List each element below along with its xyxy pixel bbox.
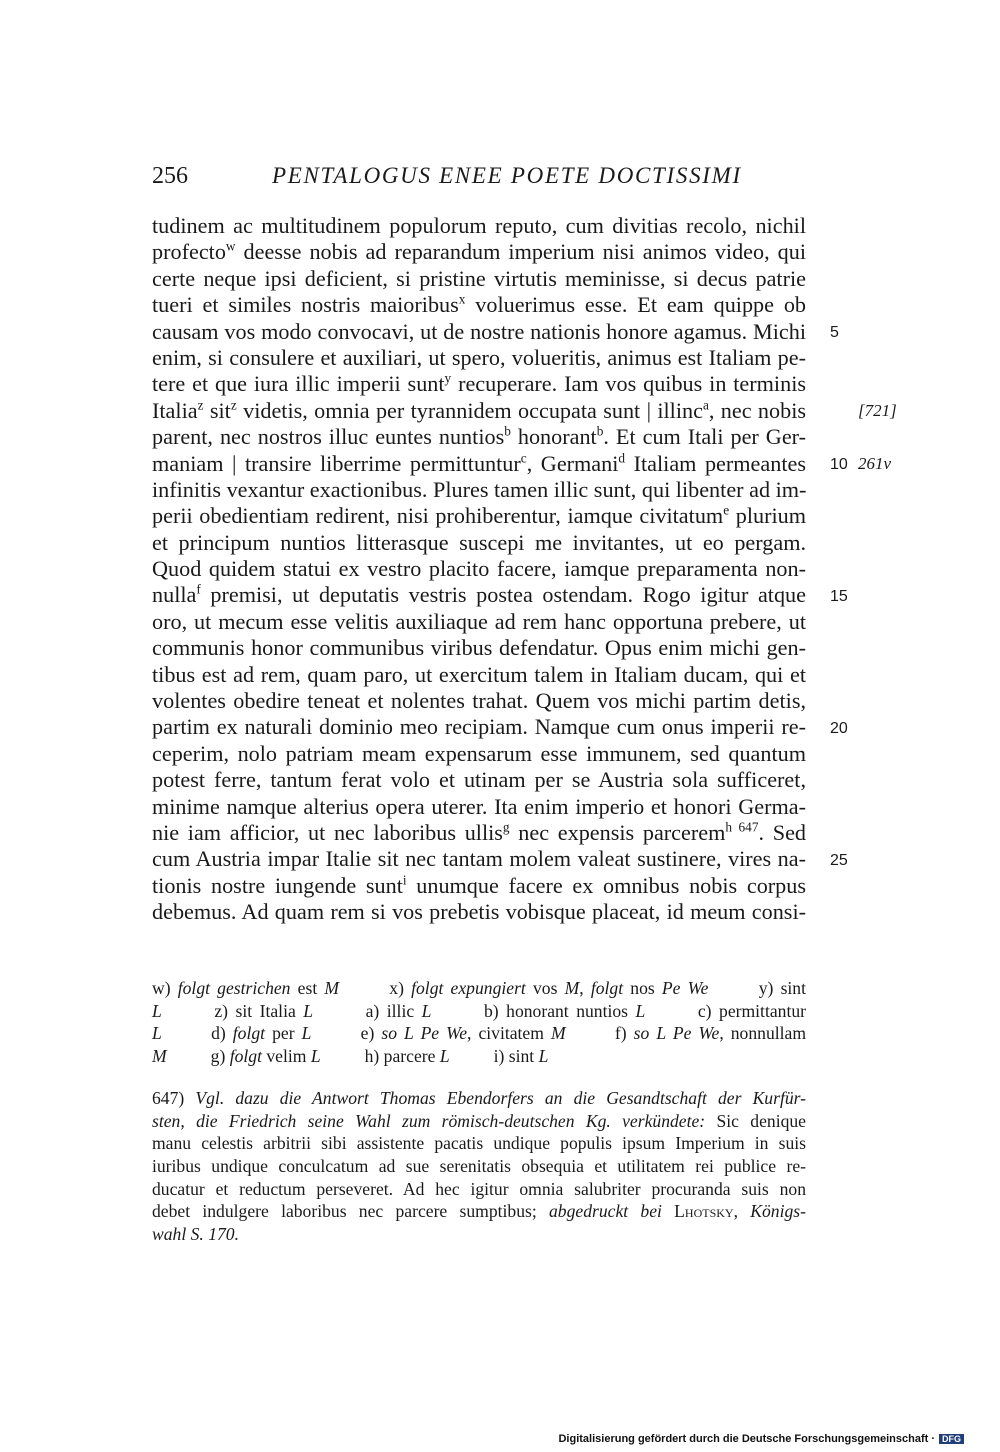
body-text-line-4: tueri et similes nostris maioribus$^x$ voluerimus esse. Et eam quippe ob	[152, 291, 807, 318]
margin-note: 261v	[858, 453, 892, 473]
footnote-647	[152, 1087, 806, 1246]
note-line-4: iuribus undique conculcatum ad sue serenitatis obsequia et utilitatem rei publice re-	[152, 1156, 806, 1177]
line-number-15: 15	[830, 587, 848, 605]
dfg-logo: DFG	[939, 1434, 964, 1444]
running-header	[152, 163, 812, 195]
body-text-line-20: partim ex naturali dominio meo recipiam. Namque cum onus imperii re-	[152, 714, 806, 740]
footer-credit	[558, 1433, 964, 1445]
body-text-line-23: minime namque alterius opera uterer. Ita enim imperio et honori Germa-	[152, 793, 806, 819]
body-text-line-15: nulla$^f$ premisi, ut deputatis vestris postea ostendam. Rogo igitur atque	[152, 582, 806, 608]
body-text-line-9: parent, nec nostros illuc euntes nuntios$^b$ honorant$^b$. Et cum Itali per Ger-	[152, 423, 806, 450]
body-text-line-8: Italia$^z$ sit$^z$ videtis, omnia per tyrannidem occupata sunt | illinc$^a$, nec nobis	[152, 397, 807, 423]
body-text-line-26: tionis nostre iungende sunt$^i$ unumque facere ex omnibus nobis corpus	[152, 872, 806, 898]
body-text-line-17: communis honor communibus viribus defendatur. Opus enim michi gen-	[152, 635, 806, 661]
body-text-line-14: Quod quidem statui ex vestro placito facere, iamque preparamenta non-	[152, 556, 806, 582]
line-number-25: 25	[830, 851, 848, 869]
line-number-20: 20	[830, 719, 848, 737]
line-number-5: 5	[830, 323, 839, 341]
body-text-line-16: oro, ut mecum esse velitis auxiliaque ad rem hanc opportuna prebere, ut	[152, 608, 806, 634]
body-text-line-3: certe neque ipsi deficient, si pristine virtutis meminisse, si decus patrie	[152, 265, 806, 291]
body-text-line-2: profecto$^w$ deesse nobis ad reparandum imperium nisi animos video, qui	[152, 239, 806, 265]
apparatus-line-2: L z) sit Italia L a) illic L b) honorant nuntios L c) permittantur	[152, 1000, 806, 1021]
note-line-6: debet indulgere laboribus nec parcere sumptibus; abgedruckt bei Lhotsky, Königs-	[152, 1201, 806, 1222]
margin-note: [721]	[858, 400, 897, 420]
main-text	[152, 213, 806, 926]
apparatus-line-4: M g) folgt velim L h) parcere L i) sint L	[152, 1046, 549, 1067]
body-text-line-24: nie iam afficior, ut nec laboribus ullis$^g$ nec expensis parcerem$^{h 647}$. Sed	[152, 819, 807, 845]
apparatus-line-3: L d) folgt per L e) so L Pe We, civitatem M f) so L Pe We, nonnullam	[152, 1023, 807, 1044]
body-text-line-6: enim, si consulere et auxiliari, ut spero, volueritis, animus est Italiam pe-	[152, 344, 806, 370]
page-number: 256	[152, 163, 188, 189]
body-text-line-13: et principum nuntios litterasque suscepi me invitantes, ut eo pergam.	[152, 529, 806, 555]
critical-apparatus	[152, 977, 806, 1068]
body-text-line-7: tere et que iura illic imperii sunt$^y$ recuperare. Iam vos quibus in terminis	[152, 370, 806, 397]
line-number-10: 10	[830, 455, 848, 473]
body-text-line-12: perii obedientiam redirent, nisi prohiberentur, iamque civitatum$^e$ plurium	[152, 502, 806, 529]
body-text-line-5: causam vos modo convocavi, ut de nostre nationis honore agamus. Michi	[152, 318, 806, 344]
body-text-line-21: ceperim, nolo patriam meam expensarum esse immunem, sed quantum	[152, 740, 806, 766]
body-text-line-19: volentes obedire teneat et nolentes trahat. Quem vos michi partim detis,	[152, 688, 806, 714]
note-line-2: sten, die Friedrich seine Wahl zum römisch-deutschen Kg. verkündete: Sic denique	[152, 1110, 806, 1131]
footer-text: Digitalisierung gefördert durch die Deutsche Forschungsgemeinschaft ·	[558, 1433, 935, 1445]
body-text-line-18: tibus est ad rem, quam paro, ut exercitum talem in Italiam ducam, qui et	[152, 661, 806, 687]
body-text-line-22: potest ferre, tantum ferat volo et utinam per se Austria sola sufficeret,	[152, 767, 806, 793]
note-line-3: manu celestis arbitrii sibi assistente pacatis undique populis ipsum Imperium in suis	[152, 1133, 806, 1154]
note-line-5: ducatur et reductum perseveret. Ad hec igitur omnia salubriter procuranda suis non	[152, 1178, 806, 1199]
body-text-line-25: cum Austria impar Italie sit nec tantam molem valeat sustinere, vires na-	[152, 846, 806, 872]
body-text-line-1: tudinem ac multitudinem populorum reputo, cum divitias recolo, nichil	[152, 213, 806, 238]
body-text-line-11: infinitis vexantur exactionibus. Plures tamen illic sunt, qui libenter ad im-	[152, 476, 807, 502]
running-title: PENTALOGUS ENEE POETE DOCTISSIMI	[272, 163, 742, 188]
body-text-line-27: debemus. Ad quam rem si vos prebetis vobisque placeat, id meum consi-	[152, 899, 806, 925]
note-line-7: wahl S. 170.	[152, 1224, 239, 1245]
note-line-1: 647) Vgl. dazu die Antwort Thomas Ebendorfers an die Gesandtschaft der Kurfür-	[152, 1088, 806, 1108]
body-text-line-10: maniam | transire liberrime permittuntur$^c$, Germani$^d$ Italiam permeantes	[152, 450, 806, 476]
apparatus-line-1: w) folgt gestrichen est M x) folgt expungiert vos M, folgt nos Pe We y) sint	[152, 978, 806, 998]
